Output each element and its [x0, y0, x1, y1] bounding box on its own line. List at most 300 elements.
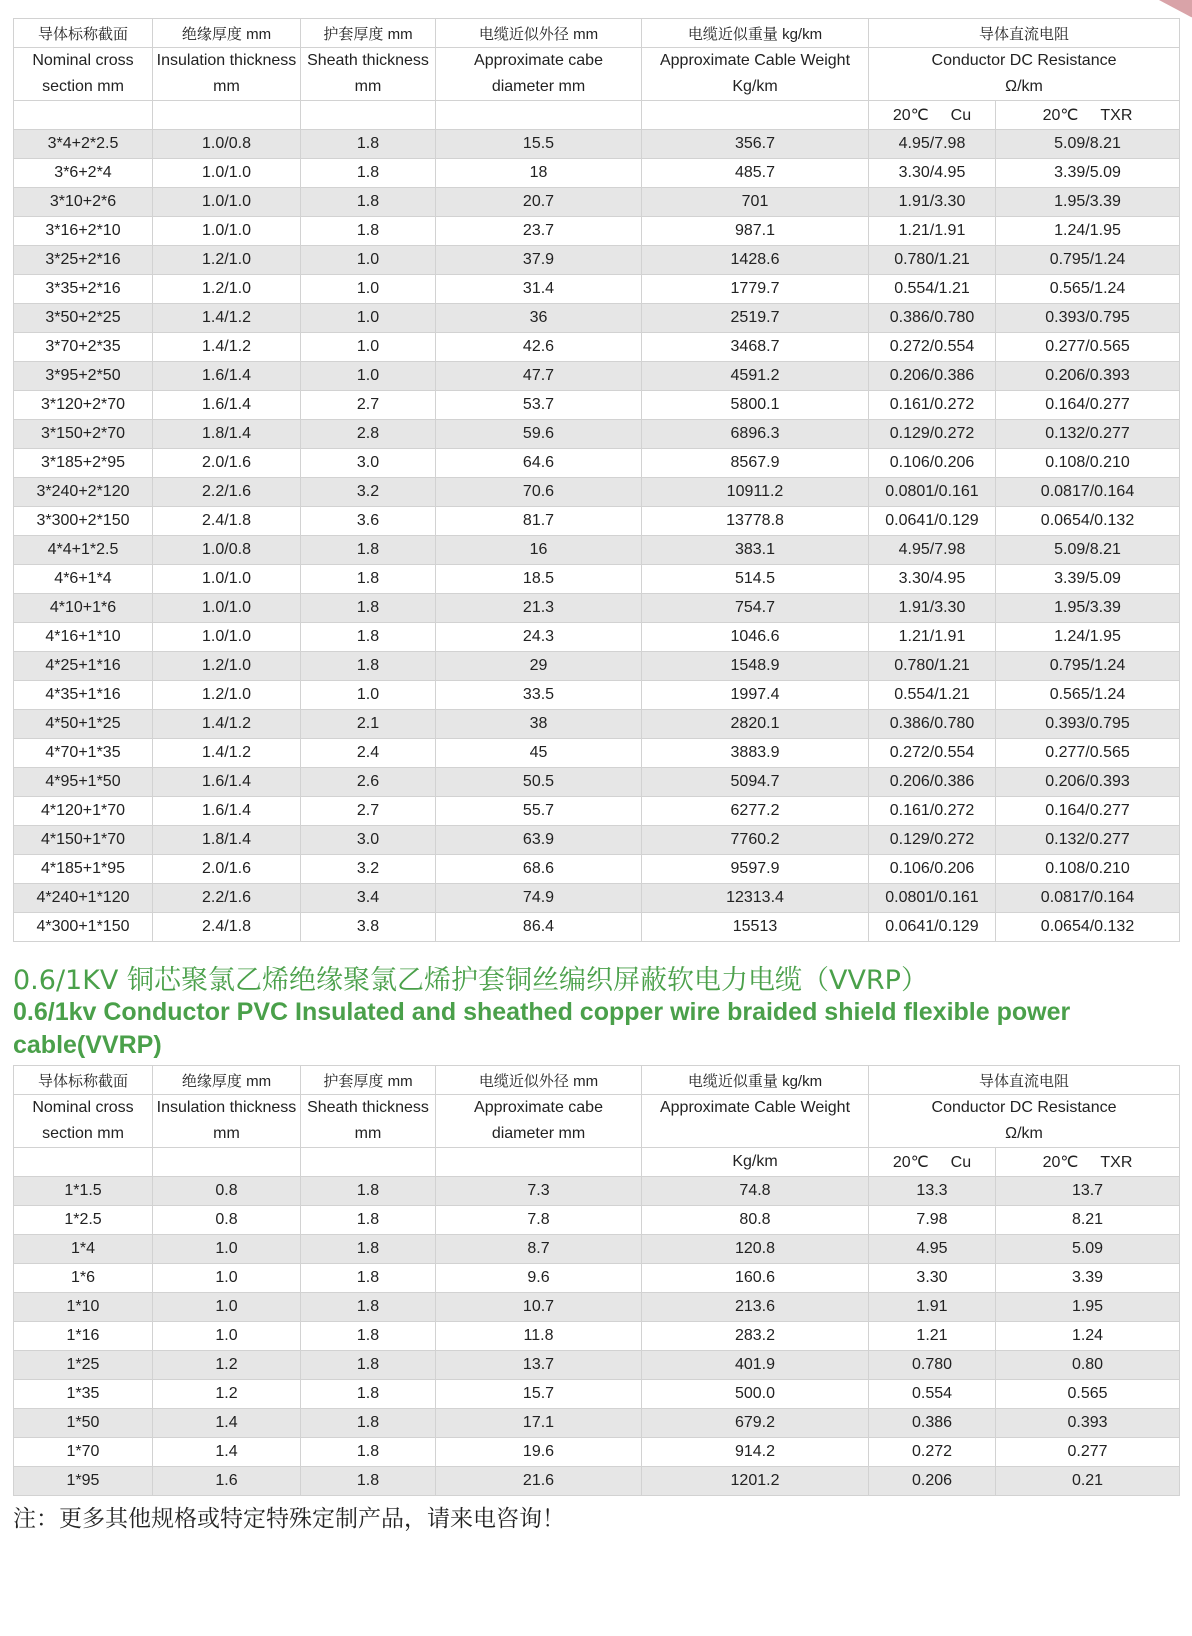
- cell-nominal-section: 3*50+2*25: [14, 304, 153, 333]
- header-sheath-en-2: mm: [301, 74, 436, 101]
- table-row: [14, 1235, 1180, 1264]
- cell-weight: 160.6: [642, 1264, 869, 1293]
- cell-resistance-cu: 0.780/1.21: [869, 246, 996, 275]
- cell-weight: 383.1: [642, 536, 869, 565]
- cell-resistance-txr: 1.95: [996, 1293, 1180, 1322]
- cell-weight: 1428.6: [642, 246, 869, 275]
- cell-nominal-section: 4*300+1*150: [14, 913, 153, 942]
- cell-resistance-txr: 0.206/0.393: [996, 768, 1180, 797]
- cell-sheath: 1.8: [301, 1438, 436, 1467]
- cell-nominal-section: 4*185+1*95: [14, 855, 153, 884]
- cell-diameter: 70.6: [436, 478, 642, 507]
- cell-resistance-txr: 0.277: [996, 1438, 1180, 1467]
- cell-weight: 283.2: [642, 1322, 869, 1351]
- cell-insulation: 1.0/1.0: [153, 594, 301, 623]
- cell-sheath: 1.0: [301, 304, 436, 333]
- cell-resistance-txr: 3.39/5.09: [996, 565, 1180, 594]
- cell-diameter: 19.6: [436, 1438, 642, 1467]
- cell-sheath: 3.0: [301, 826, 436, 855]
- header-empty-cell: [436, 101, 642, 130]
- header-sheath-en-1: Sheath thickness: [301, 1095, 436, 1122]
- cell-diameter: 47.7: [436, 362, 642, 391]
- cell-resistance-cu: 3.30/4.95: [869, 159, 996, 188]
- cell-sheath: 2.7: [301, 391, 436, 420]
- cell-sheath: 1.0: [301, 275, 436, 304]
- cell-insulation: 2.0/1.6: [153, 855, 301, 884]
- cell-insulation: 2.4/1.8: [153, 507, 301, 536]
- cell-sheath: 1.8: [301, 1177, 436, 1206]
- cell-diameter: 9.6: [436, 1264, 642, 1293]
- header-sub-txr: 20℃ TXR: [996, 101, 1180, 130]
- cell-resistance-txr: 1.24/1.95: [996, 217, 1180, 246]
- cell-resistance-cu: 0.0641/0.129: [869, 507, 996, 536]
- header-sheath-en-1: Sheath thickness: [301, 48, 436, 75]
- cell-resistance-txr: 8.21: [996, 1206, 1180, 1235]
- cable-spec-table-2: [13, 1065, 1180, 1496]
- cell-resistance-cu: 0.206/0.386: [869, 362, 996, 391]
- cell-nominal-section: 3*95+2*50: [14, 362, 153, 391]
- cell-sheath: 1.8: [301, 652, 436, 681]
- cell-weight: 5800.1: [642, 391, 869, 420]
- header-empty-cell: [642, 1121, 869, 1148]
- cell-resistance-cu: 4.95: [869, 1235, 996, 1264]
- header-sheath-cn: 护套厚度 mm: [301, 1066, 436, 1095]
- cell-diameter: 31.4: [436, 275, 642, 304]
- cell-weight: 10911.2: [642, 478, 869, 507]
- cell-resistance-cu: 4.95/7.98: [869, 130, 996, 159]
- cell-weight: 401.9: [642, 1351, 869, 1380]
- cell-insulation: 1.0/1.0: [153, 188, 301, 217]
- header-sub-cu: 20℃ Cu: [869, 1148, 996, 1177]
- cell-diameter: 36: [436, 304, 642, 333]
- cell-sheath: 1.8: [301, 159, 436, 188]
- cell-insulation: 1.2: [153, 1351, 301, 1380]
- cell-insulation: 1.4: [153, 1409, 301, 1438]
- header-insulation-en-1: Insulation thickness: [153, 1095, 301, 1122]
- header-empty-cell: [14, 1148, 153, 1177]
- cell-sheath: 1.8: [301, 1409, 436, 1438]
- header-weight-en-1: Approximate Cable Weight: [642, 1095, 869, 1122]
- header-insulation-en-2: mm: [153, 1121, 301, 1148]
- cell-nominal-section: 3*16+2*10: [14, 217, 153, 246]
- cell-resistance-cu: 0.554: [869, 1380, 996, 1409]
- header-resistance-en-2: Ω/km: [869, 1121, 1180, 1148]
- cell-insulation: 1.0/1.0: [153, 159, 301, 188]
- header-weight-unit: Kg/km: [642, 1148, 869, 1177]
- cell-diameter: 24.3: [436, 623, 642, 652]
- table-row: [14, 507, 1180, 536]
- cell-resistance-txr: 0.132/0.277: [996, 420, 1180, 449]
- cell-diameter: 74.9: [436, 884, 642, 913]
- cell-nominal-section: 1*4: [14, 1235, 153, 1264]
- header-resistance-cn: 导体直流电阻: [869, 1066, 1180, 1095]
- cell-resistance-txr: 0.565: [996, 1380, 1180, 1409]
- table-row: [14, 420, 1180, 449]
- cell-resistance-cu: 0.272/0.554: [869, 739, 996, 768]
- cell-nominal-section: 4*120+1*70: [14, 797, 153, 826]
- table-row: [14, 1438, 1180, 1467]
- cell-nominal-section: 3*35+2*16: [14, 275, 153, 304]
- cell-insulation: 1.4/1.2: [153, 739, 301, 768]
- cell-weight: 754.7: [642, 594, 869, 623]
- header-empty-cell: [153, 1148, 301, 1177]
- cell-sheath: 1.8: [301, 188, 436, 217]
- cell-resistance-cu: 3.30: [869, 1264, 996, 1293]
- cell-diameter: 7.3: [436, 1177, 642, 1206]
- cell-diameter: 59.6: [436, 420, 642, 449]
- header-resistance-en-2: Ω/km: [869, 74, 1180, 101]
- cell-weight: 4591.2: [642, 362, 869, 391]
- cell-insulation: 1.2: [153, 1380, 301, 1409]
- cell-resistance-cu: 1.21/1.91: [869, 217, 996, 246]
- cell-resistance-txr: 5.09/8.21: [996, 536, 1180, 565]
- cell-nominal-section: 1*2.5: [14, 1206, 153, 1235]
- cell-resistance-cu: 13.3: [869, 1177, 996, 1206]
- cell-resistance-cu: 0.554/1.21: [869, 275, 996, 304]
- cell-diameter: 33.5: [436, 681, 642, 710]
- cell-weight: 1779.7: [642, 275, 869, 304]
- cell-diameter: 68.6: [436, 855, 642, 884]
- cell-weight: 213.6: [642, 1293, 869, 1322]
- table-1-body: [14, 130, 1180, 942]
- cell-insulation: 1.4/1.2: [153, 333, 301, 362]
- cell-nominal-section: 4*10+1*6: [14, 594, 153, 623]
- section-title-cn: 0.6/1KV 铜芯聚氯乙烯绝缘聚氯乙烯护套铜丝编织屏蔽软电力电缆（VVRP）: [13, 965, 928, 996]
- table-row: [14, 913, 1180, 942]
- cell-resistance-txr: 0.277/0.565: [996, 333, 1180, 362]
- cell-resistance-txr: 0.0654/0.132: [996, 507, 1180, 536]
- cell-resistance-txr: 0.0817/0.164: [996, 478, 1180, 507]
- table-row: [14, 1467, 1180, 1496]
- cell-resistance-txr: 0.0654/0.132: [996, 913, 1180, 942]
- cell-nominal-section: 1*6: [14, 1264, 153, 1293]
- header-diameter-en-2: diameter mm: [436, 1121, 642, 1148]
- table-row: [14, 159, 1180, 188]
- cell-diameter: 15.5: [436, 130, 642, 159]
- cell-diameter: 86.4: [436, 913, 642, 942]
- cell-nominal-section: 3*120+2*70: [14, 391, 153, 420]
- cell-resistance-txr: 0.132/0.277: [996, 826, 1180, 855]
- cell-nominal-section: 3*70+2*35: [14, 333, 153, 362]
- section-title-en: 0.6/1kv Conductor PVC Insulated and sheathed copper wire braided shield flexible power cable(VVRP): [13, 998, 1071, 1059]
- cell-insulation: 1.4/1.2: [153, 304, 301, 333]
- table-row: [14, 1351, 1180, 1380]
- cell-diameter: 50.5: [436, 768, 642, 797]
- cell-sheath: 2.4: [301, 739, 436, 768]
- cell-insulation: 1.2/1.0: [153, 681, 301, 710]
- footnote: 注：更多其他规格或特定特殊定制产品，请来电咨询！: [13, 1506, 565, 1532]
- cell-resistance-cu: 4.95/7.98: [869, 536, 996, 565]
- cell-sheath: 1.8: [301, 1206, 436, 1235]
- cell-sheath: 2.6: [301, 768, 436, 797]
- cell-insulation: 1.0: [153, 1293, 301, 1322]
- cell-diameter: 29: [436, 652, 642, 681]
- cell-diameter: 23.7: [436, 217, 642, 246]
- table-row: [14, 217, 1180, 246]
- table-row: [14, 188, 1180, 217]
- cell-diameter: 7.8: [436, 1206, 642, 1235]
- cell-resistance-cu: 0.106/0.206: [869, 449, 996, 478]
- cell-insulation: 1.8/1.4: [153, 420, 301, 449]
- cell-nominal-section: 1*35: [14, 1380, 153, 1409]
- cell-sheath: 1.0: [301, 681, 436, 710]
- cell-insulation: 1.0/0.8: [153, 130, 301, 159]
- cell-sheath: 1.8: [301, 594, 436, 623]
- cell-sheath: 3.8: [301, 913, 436, 942]
- table-row: [14, 884, 1180, 913]
- cell-insulation: 1.0/1.0: [153, 565, 301, 594]
- header-nominal-section-en-1: Nominal cross: [14, 48, 153, 75]
- cell-nominal-section: 4*35+1*16: [14, 681, 153, 710]
- cell-sheath: 3.6: [301, 507, 436, 536]
- cell-resistance-cu: 0.272: [869, 1438, 996, 1467]
- cell-nominal-section: 4*70+1*35: [14, 739, 153, 768]
- cell-nominal-section: 4*50+1*25: [14, 710, 153, 739]
- cell-resistance-txr: 0.565/1.24: [996, 275, 1180, 304]
- cell-nominal-section: 4*16+1*10: [14, 623, 153, 652]
- cell-resistance-cu: 1.21/1.91: [869, 623, 996, 652]
- cell-weight: 120.8: [642, 1235, 869, 1264]
- cell-diameter: 37.9: [436, 246, 642, 275]
- cell-insulation: 2.4/1.8: [153, 913, 301, 942]
- header-diameter-en-1: Approximate cabe: [436, 1095, 642, 1122]
- header-empty-cell: [14, 101, 153, 130]
- cell-insulation: 0.8: [153, 1177, 301, 1206]
- header-nominal-section-en-1: Nominal cross: [14, 1095, 153, 1122]
- table-2-body: [14, 1177, 1180, 1496]
- cell-insulation: 1.6/1.4: [153, 797, 301, 826]
- table-row: [14, 304, 1180, 333]
- header-insulation-cn: 绝缘厚度 mm: [153, 1066, 301, 1095]
- cell-nominal-section: 3*4+2*2.5: [14, 130, 153, 159]
- cell-sheath: 3.2: [301, 855, 436, 884]
- cell-diameter: 13.7: [436, 1351, 642, 1380]
- table-row: [14, 652, 1180, 681]
- cell-resistance-cu: 0.0801/0.161: [869, 884, 996, 913]
- header-diameter-cn: 电缆近似外径 mm: [436, 19, 642, 48]
- cell-weight: 6896.3: [642, 420, 869, 449]
- cell-insulation: 1.4/1.2: [153, 710, 301, 739]
- cell-diameter: 18.5: [436, 565, 642, 594]
- table-row: [14, 478, 1180, 507]
- cell-weight: 1046.6: [642, 623, 869, 652]
- cell-resistance-cu: 0.206/0.386: [869, 768, 996, 797]
- cell-nominal-section: 1*70: [14, 1438, 153, 1467]
- cell-resistance-cu: 0.106/0.206: [869, 855, 996, 884]
- cell-diameter: 8.7: [436, 1235, 642, 1264]
- header-nominal-section-cn: 导体标称截面: [14, 1066, 153, 1095]
- cell-resistance-cu: 3.30/4.95: [869, 565, 996, 594]
- cell-weight: 1201.2: [642, 1467, 869, 1496]
- cell-weight: 3468.7: [642, 333, 869, 362]
- cell-resistance-cu: 0.780/1.21: [869, 652, 996, 681]
- table-row: [14, 1264, 1180, 1293]
- cell-weight: 74.8: [642, 1177, 869, 1206]
- header-weight-cn: 电缆近似重量 kg/km: [642, 19, 869, 48]
- table-row: [14, 855, 1180, 884]
- cell-resistance-txr: 0.164/0.277: [996, 391, 1180, 420]
- cell-resistance-txr: 0.108/0.210: [996, 449, 1180, 478]
- cell-nominal-section: 3*25+2*16: [14, 246, 153, 275]
- cell-sheath: 3.2: [301, 478, 436, 507]
- header-sub-txr: 20℃ TXR: [996, 1148, 1180, 1177]
- cell-insulation: 1.0: [153, 1264, 301, 1293]
- cell-resistance-cu: 0.129/0.272: [869, 826, 996, 855]
- cell-sheath: 1.8: [301, 1467, 436, 1496]
- header-insulation-cn: 绝缘厚度 mm: [153, 19, 301, 48]
- cell-nominal-section: 3*10+2*6: [14, 188, 153, 217]
- cell-insulation: 1.2/1.0: [153, 652, 301, 681]
- cell-nominal-section: 1*1.5: [14, 1177, 153, 1206]
- header-nominal-section-en-2: section mm: [14, 74, 153, 101]
- cell-weight: 80.8: [642, 1206, 869, 1235]
- cell-sheath: 1.8: [301, 1380, 436, 1409]
- cell-nominal-section: 1*10: [14, 1293, 153, 1322]
- cell-sheath: 1.8: [301, 130, 436, 159]
- cell-nominal-section: 4*95+1*50: [14, 768, 153, 797]
- cell-resistance-cu: 1.91: [869, 1293, 996, 1322]
- cell-insulation: 1.6: [153, 1467, 301, 1496]
- header-empty-cell: [301, 1148, 436, 1177]
- table-row: [14, 1322, 1180, 1351]
- cell-insulation: 0.8: [153, 1206, 301, 1235]
- header-weight-en-1: Approximate Cable Weight: [642, 48, 869, 75]
- header-insulation-en-1: Insulation thickness: [153, 48, 301, 75]
- header-empty-cell: [436, 1148, 642, 1177]
- cell-sheath: 1.0: [301, 362, 436, 391]
- cell-resistance-txr: 0.164/0.277: [996, 797, 1180, 826]
- cell-diameter: 10.7: [436, 1293, 642, 1322]
- cell-nominal-section: 3*300+2*150: [14, 507, 153, 536]
- cell-diameter: 53.7: [436, 391, 642, 420]
- cell-sheath: 1.0: [301, 246, 436, 275]
- cell-diameter: 18: [436, 159, 642, 188]
- cell-resistance-cu: 0.206: [869, 1467, 996, 1496]
- header-diameter-cn: 电缆近似外径 mm: [436, 1066, 642, 1095]
- table-row: [14, 797, 1180, 826]
- cell-diameter: 64.6: [436, 449, 642, 478]
- cell-weight: 9597.9: [642, 855, 869, 884]
- cell-resistance-txr: 13.7: [996, 1177, 1180, 1206]
- cell-insulation: 1.0/1.0: [153, 217, 301, 246]
- cell-diameter: 11.8: [436, 1322, 642, 1351]
- table-row: [14, 391, 1180, 420]
- table-row: [14, 623, 1180, 652]
- cell-resistance-txr: 5.09/8.21: [996, 130, 1180, 159]
- header-nominal-section-en-2: section mm: [14, 1121, 153, 1148]
- cell-resistance-txr: 0.80: [996, 1351, 1180, 1380]
- cell-sheath: 1.8: [301, 217, 436, 246]
- cell-insulation: 2.2/1.6: [153, 478, 301, 507]
- table-row: [14, 362, 1180, 391]
- header-empty-cell: [301, 101, 436, 130]
- cell-weight: 12313.4: [642, 884, 869, 913]
- header-weight-cn: 电缆近似重量 kg/km: [642, 1066, 869, 1095]
- table-row: [14, 130, 1180, 159]
- cell-resistance-txr: 1.24: [996, 1322, 1180, 1351]
- cell-weight: 679.2: [642, 1409, 869, 1438]
- cell-weight: 987.1: [642, 217, 869, 246]
- cell-diameter: 15.7: [436, 1380, 642, 1409]
- table-row: [14, 246, 1180, 275]
- table-row: [14, 1380, 1180, 1409]
- cell-resistance-txr: 0.393: [996, 1409, 1180, 1438]
- cable-spec-table-1: [13, 18, 1180, 942]
- cell-resistance-txr: 0.795/1.24: [996, 652, 1180, 681]
- table-row: [14, 710, 1180, 739]
- table-row: [14, 1206, 1180, 1235]
- cell-resistance-txr: 5.09: [996, 1235, 1180, 1264]
- cell-insulation: 1.8/1.4: [153, 826, 301, 855]
- cell-resistance-txr: 1.95/3.39: [996, 594, 1180, 623]
- cell-diameter: 81.7: [436, 507, 642, 536]
- cell-sheath: 2.1: [301, 710, 436, 739]
- cell-weight: 701: [642, 188, 869, 217]
- cell-diameter: 45: [436, 739, 642, 768]
- cell-weight: 2820.1: [642, 710, 869, 739]
- cell-sheath: 1.8: [301, 565, 436, 594]
- cell-resistance-txr: 0.565/1.24: [996, 681, 1180, 710]
- cell-weight: 356.7: [642, 130, 869, 159]
- cell-resistance-cu: 1.21: [869, 1322, 996, 1351]
- cell-resistance-txr: 0.795/1.24: [996, 246, 1180, 275]
- cell-sheath: 3.0: [301, 449, 436, 478]
- table-row: [14, 449, 1180, 478]
- cell-nominal-section: 3*240+2*120: [14, 478, 153, 507]
- cell-diameter: 42.6: [436, 333, 642, 362]
- cell-insulation: 1.0: [153, 1322, 301, 1351]
- cell-resistance-cu: 1.91/3.30: [869, 594, 996, 623]
- cell-sheath: 3.4: [301, 884, 436, 913]
- header-empty-cell: [642, 101, 869, 130]
- cell-resistance-cu: 0.161/0.272: [869, 391, 996, 420]
- cell-resistance-txr: 3.39/5.09: [996, 159, 1180, 188]
- cell-nominal-section: 3*150+2*70: [14, 420, 153, 449]
- cell-diameter: 21.6: [436, 1467, 642, 1496]
- header-diameter-en-2: diameter mm: [436, 74, 642, 101]
- cell-resistance-txr: 0.0817/0.164: [996, 884, 1180, 913]
- cell-sheath: 1.8: [301, 1351, 436, 1380]
- header-resistance-cn: 导体直流电阻: [869, 19, 1180, 48]
- cell-resistance-cu: 7.98: [869, 1206, 996, 1235]
- cell-resistance-txr: 0.393/0.795: [996, 710, 1180, 739]
- table-row: [14, 739, 1180, 768]
- cell-weight: 15513: [642, 913, 869, 942]
- header-sheath-cn: 护套厚度 mm: [301, 19, 436, 48]
- cell-diameter: 55.7: [436, 797, 642, 826]
- table-row: [14, 594, 1180, 623]
- cell-diameter: 63.9: [436, 826, 642, 855]
- cell-resistance-cu: 0.554/1.21: [869, 681, 996, 710]
- cell-insulation: 1.2/1.0: [153, 246, 301, 275]
- cell-diameter: 17.1: [436, 1409, 642, 1438]
- cell-weight: 6277.2: [642, 797, 869, 826]
- table-row: [14, 275, 1180, 304]
- cell-insulation: 1.6/1.4: [153, 768, 301, 797]
- cell-resistance-txr: 1.24/1.95: [996, 623, 1180, 652]
- cell-resistance-cu: 0.161/0.272: [869, 797, 996, 826]
- table-row: [14, 1293, 1180, 1322]
- cell-nominal-section: 1*25: [14, 1351, 153, 1380]
- cell-weight: 514.5: [642, 565, 869, 594]
- table-row: [14, 565, 1180, 594]
- cell-nominal-section: 4*25+1*16: [14, 652, 153, 681]
- cell-nominal-section: 1*95: [14, 1467, 153, 1496]
- cell-resistance-cu: 0.386/0.780: [869, 304, 996, 333]
- cell-nominal-section: 4*240+1*120: [14, 884, 153, 913]
- cell-nominal-section: 4*6+1*4: [14, 565, 153, 594]
- cell-resistance-cu: 0.386: [869, 1409, 996, 1438]
